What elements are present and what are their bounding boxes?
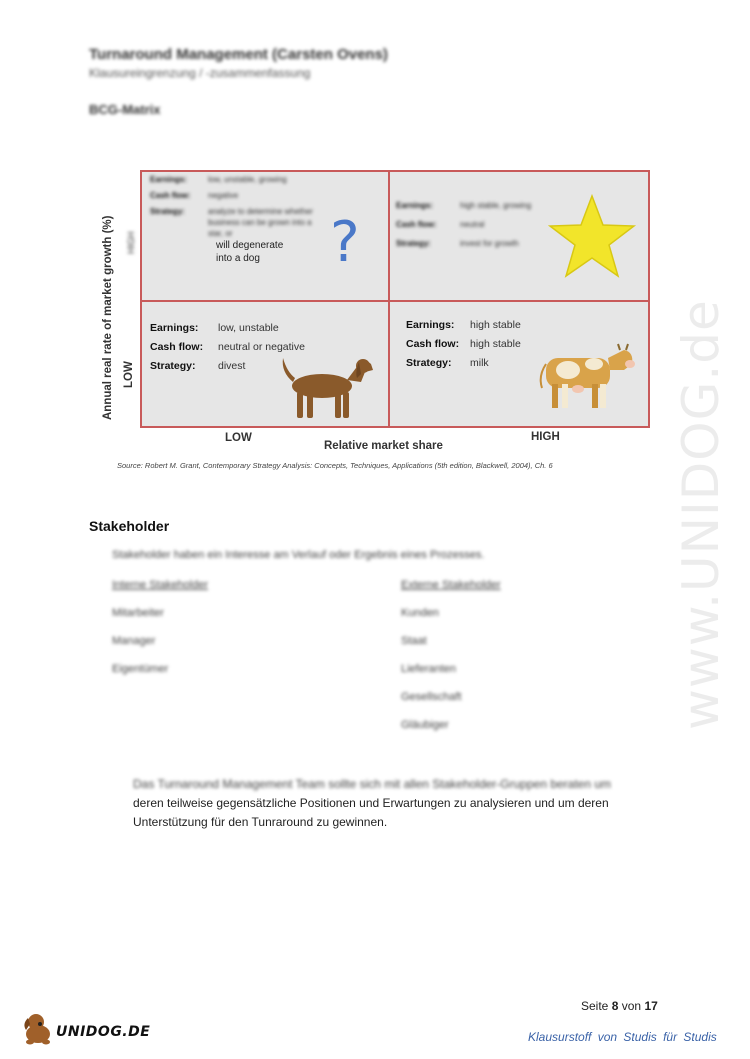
stakeholder-intro: Stakeholder haben ein Interesse am Verlauf oder Ergebnis eines Prozesses. xyxy=(112,549,485,561)
qm-earnings-label: Earnings: xyxy=(150,175,187,184)
star-strategy: invest for growth xyxy=(460,239,519,248)
cow-strategy: milk xyxy=(470,357,489,369)
bcg-y-low-label: LOW xyxy=(123,361,135,388)
cow-cashflow-label: Cash flow: xyxy=(406,338,460,350)
dog-icon xyxy=(277,352,377,422)
stakeholder-heading: Stakeholder xyxy=(89,518,170,534)
list-item: Lieferanten xyxy=(401,663,457,675)
bcg-x-axis-label: Relative market share xyxy=(324,440,443,452)
cow-strategy-label: Strategy: xyxy=(406,357,452,369)
list-item: Gläubiger xyxy=(401,719,449,731)
page-title: Turnaround Management (Carsten Ovens) xyxy=(89,46,388,63)
matrix-vertical-divider xyxy=(388,172,390,426)
star-icon xyxy=(547,194,637,278)
star-earnings-label: Earnings: xyxy=(396,201,433,210)
list-item: Gesellschaft xyxy=(401,691,462,703)
internal-heading: Interne Stakeholder xyxy=(112,579,209,591)
unidog-logo-icon xyxy=(20,1012,60,1046)
list-item: Mitarbeiter xyxy=(112,607,164,619)
quadrant-question-mark xyxy=(150,174,318,265)
dog-earnings-label: Earnings: xyxy=(150,322,199,334)
cow-earnings-label: Earnings: xyxy=(406,319,455,331)
question-mark-icon: ? xyxy=(330,210,360,275)
page-number xyxy=(581,999,658,1013)
cow-earnings: high stable xyxy=(470,319,521,331)
bcg-x-low-label: LOW xyxy=(225,432,252,444)
footer-tagline: Klausurstoff von Studis für Studis xyxy=(528,1030,717,1044)
cow-icon xyxy=(538,342,638,412)
qm-cashflow: negative xyxy=(208,191,239,200)
dog-strategy-label: Strategy: xyxy=(150,360,196,372)
star-cashflow: neutral xyxy=(460,220,485,229)
star-cashflow-label: Cash flow: xyxy=(396,220,437,229)
quadrant-cash-cow xyxy=(406,316,521,373)
list-item: Kunden xyxy=(401,607,439,619)
dog-cashflow-label: Cash flow: xyxy=(150,341,204,353)
stakeholder-paragraph-line2: deren teilweise gegensätzliche Positionen und Erwartungen zu analysieren und um deren Unterstützung für den Tunraround zu gewinnen. xyxy=(133,796,609,829)
qm-strategy-rest-1: will degenerate xyxy=(216,240,284,251)
qm-earnings: low, unstable, growing xyxy=(208,175,287,184)
qm-strategy-label: Strategy: xyxy=(150,207,185,216)
page-prefix: Seite xyxy=(581,999,609,1013)
dog-strategy: divest xyxy=(218,360,246,372)
page-current: 8 xyxy=(611,999,619,1013)
dog-earnings: low, unstable xyxy=(218,322,279,334)
section-heading-bcg: BCG-Matrix xyxy=(89,102,161,117)
list-item: Manager xyxy=(112,635,156,647)
qm-strategy: analyze to determine whether business can be grown into a star, or xyxy=(208,207,313,238)
page-subtitle: Klausureingrenzung / -zusammenfassung xyxy=(89,66,311,80)
list-item: Staat xyxy=(401,635,427,647)
bcg-y-high-label: HIGH xyxy=(126,231,136,254)
stakeholder-paragraph-line1: Das Turnaround Management Team sollte sich mit allen Stakeholder-Gruppen beraten um xyxy=(133,777,612,791)
star-strategy-label: Strategy: xyxy=(396,239,431,248)
page-sep: von xyxy=(621,999,642,1013)
external-heading: Externe Stakeholder xyxy=(401,579,501,591)
bcg-source: Source: Robert M. Grant, Contemporary Strategy Analysis: Concepts, Techniques, Applications (5th edition, Blackwell, 2004), Ch. 6 xyxy=(117,461,553,470)
bcg-x-high-label: HIGH xyxy=(531,431,560,443)
qm-strategy-rest-2: into a dog xyxy=(216,253,260,264)
internal-stakeholder-list xyxy=(112,579,208,691)
external-stakeholder-list xyxy=(401,579,501,747)
logo-text: UNIDOG.DE xyxy=(56,1024,151,1040)
cow-cashflow: high stable xyxy=(470,338,521,350)
qm-cashflow-label: Cash flow: xyxy=(150,191,191,200)
bcg-matrix xyxy=(140,170,650,428)
bcg-y-axis-label: Annual real rate of market growth (%) xyxy=(102,215,114,420)
quadrant-star xyxy=(396,196,531,253)
list-item: Eigentümer xyxy=(112,663,169,675)
matrix-horizontal-divider xyxy=(142,300,648,302)
page-total: 17 xyxy=(644,999,658,1013)
dog-cashflow: neutral or negative xyxy=(218,341,305,353)
watermark: www.UNIDOG.de xyxy=(672,299,730,730)
star-earnings: high stable, growing xyxy=(460,201,532,210)
